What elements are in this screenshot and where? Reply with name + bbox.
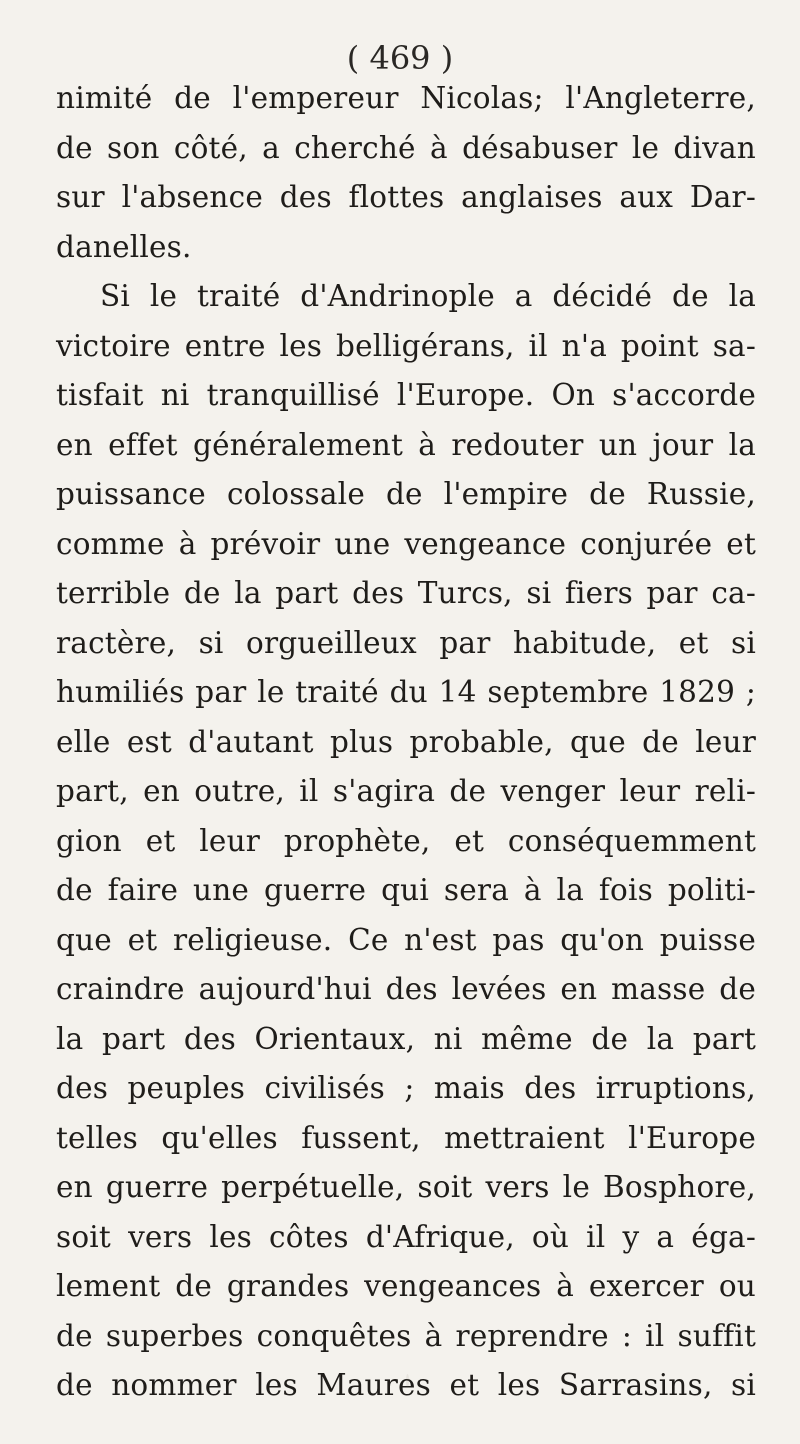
text-line: tisfait ni tranquillisé l'Europe. On s'accorde [56,378,756,412]
text-line: de son côté, a cherché à désabuser le divan [56,130,756,165]
text-line: gion et leur prophète, et conséquemment [56,823,756,858]
text-line: de faire une guerre qui sera à la fois politi- [56,873,756,907]
text-line: ractère, si orgueilleux par habitude, et si [56,625,756,660]
text-line: de superbes conquêtes à reprendre : il suffit [56,1318,756,1353]
paragraph-first-line: Si le traité d'Andrinople a décidé de la [100,279,756,313]
text-line: terrible de la part des Turcs, si fiers par ca- [56,576,756,610]
text-line: en effet généralement à redouter un jour la [56,427,756,462]
text-line: danelles. [56,229,192,264]
text-line: part, en outre, il s'agira de venger leur reli- [56,774,756,808]
text-line: de nommer les Maures et les Sarrasins, si [56,1368,756,1402]
text-line: en guerre perpétuelle, soit vers le Bosphore, [56,1170,756,1204]
body-text [56,74,756,1411]
text-line: humiliés par le traité du 14 septembre 1829 ; [56,675,756,709]
text-line: la part des Orientaux, ni même de la part [56,1021,756,1056]
text-line: comme à prévoir une vengeance conjurée et [56,526,756,561]
text-line: que et religieuse. Ce n'est pas qu'on puisse [56,922,756,957]
paper-blemish [406,1374,409,1388]
text-line: lement de grandes vengeances à exercer ou [56,1269,756,1303]
text-line: victoire entre les belligérans, il n'a point sa- [56,328,756,363]
text-line: telles qu'elles fussent, mettraient l'Europe [56,1120,756,1155]
text-line: sur l'absence des flottes anglaises aux Dar- [56,180,756,214]
text-line: puissance colossale de l'empire de Russie, [56,477,756,511]
text-line: nimité de l'empereur Nicolas; l'Angleterre, [56,81,756,115]
text-line: craindre aujourd'hui des levées en masse de [56,972,756,1006]
text-line: soit vers les côtes d'Afrique, où il y a éga- [56,1219,756,1254]
text-line: des peuples civilisés ; mais des irruptions, [56,1071,756,1105]
page-number: ( 469 ) [346,39,454,77]
text-line: elle est d'autant plus probable, que de leur [56,724,756,759]
